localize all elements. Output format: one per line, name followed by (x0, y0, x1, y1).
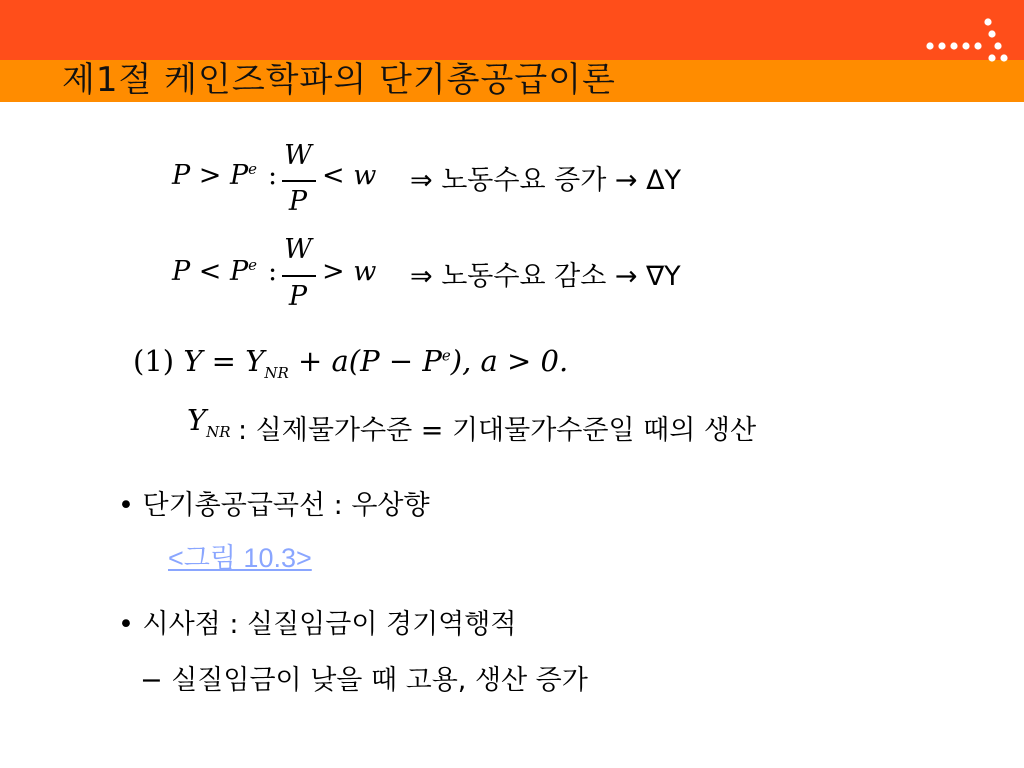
eq2-lhs: P < P (172, 256, 249, 287)
eq3-part-c: ), a > 0. (450, 344, 569, 378)
ynr-description: : 실제물가수준 = 기대물가수준일 때의 생산 (238, 415, 757, 446)
equation-1 (172, 160, 257, 191)
bullet-short-run-supply: • 단기총공급곡선 : 우상향 (118, 490, 430, 521)
eq1-colon: : (268, 160, 278, 191)
ynr-symbol (187, 403, 231, 441)
eq1-denominator: P (288, 186, 308, 217)
top-accent-bar (0, 0, 1024, 60)
eq2-superscript: e (248, 256, 258, 274)
equation-2 (172, 256, 257, 287)
ynr-y: Y (187, 403, 207, 437)
bullet-implication: • 시사점 : 실질임금이 경기역행적 (118, 609, 517, 640)
eq1-superscript: e (248, 160, 258, 178)
figure-link[interactable]: <그림 10.3> (168, 543, 312, 573)
eq2-numerator: W (284, 234, 312, 265)
dots-arrow-logo-icon (920, 14, 1020, 64)
eq2-rhs: > w (322, 256, 377, 287)
eq3-subscript: NR (264, 363, 289, 382)
eq3-part-a: Y = Y (183, 344, 265, 378)
slide-title: 제1절 케인즈학파의 단기총공급이론 (62, 60, 616, 100)
sub-bullet-real-wage: − 실질임금이 낮을 때 고용, 생산 증가 (140, 665, 588, 696)
eq2-colon: : (268, 256, 278, 287)
eq3-part-b: + a(P − P (297, 344, 442, 378)
eq2-result: ⇒ 노동수요 감소 → ∇Y (410, 261, 681, 292)
eq2-fraction-line (282, 275, 316, 277)
eq1-rhs: < w (322, 160, 377, 191)
eq3-superscript: e (441, 346, 451, 365)
eq1-result: ⇒ 노동수요 증가 → ΔY (410, 165, 682, 196)
eq2-denominator: P (288, 281, 308, 312)
equation-3 (133, 344, 569, 382)
eq3-label: (1) (133, 344, 175, 378)
eq1-fraction-line (282, 180, 316, 182)
eq1-numerator: W (284, 140, 312, 171)
ynr-subscript: NR (206, 422, 231, 441)
eq1-lhs: P > P (172, 160, 249, 191)
